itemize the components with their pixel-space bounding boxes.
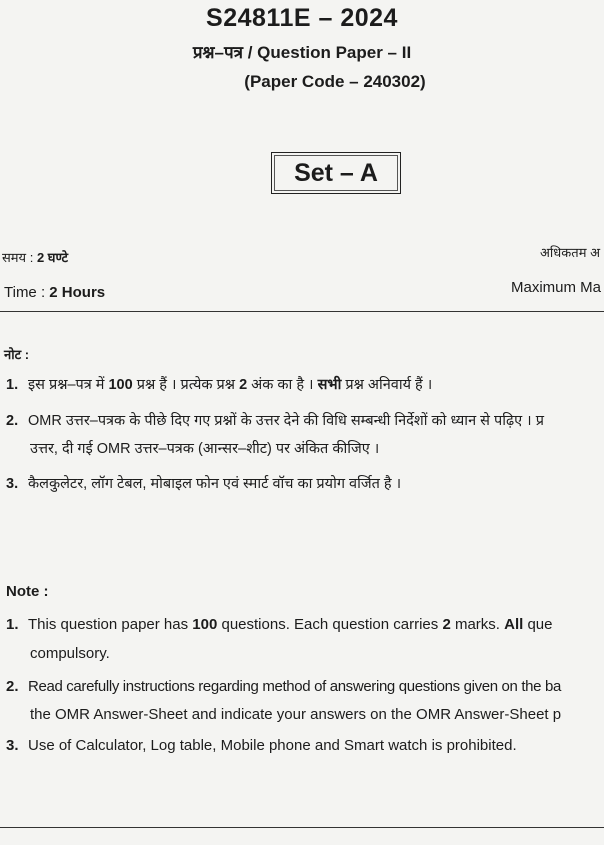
- item-text: Read carefully instructions regarding method of answering questions given on the ba: [28, 678, 561, 695]
- item-number: 2.: [6, 678, 19, 695]
- item-bold: सभी: [317, 377, 342, 393]
- item-text: marks.: [450, 616, 505, 633]
- english-note-item-1-cont: compulsory.: [30, 645, 110, 662]
- item-number: 1.: [6, 377, 19, 393]
- time-hindi-label: समय :: [2, 250, 37, 265]
- paper-code-title: S24811E – 2024: [206, 4, 398, 32]
- item-text: कैलकुलेटर, लॉग टेबल, मोबाइल फोन एवं स्मार्ट वॉच का प्रयोग वर्जित है ।: [28, 476, 402, 492]
- english-note-heading: Note :: [6, 583, 49, 600]
- english-note-item-3: [6, 737, 517, 754]
- item-text: This question paper has: [28, 616, 193, 633]
- item-text: अंक का है ।: [247, 377, 318, 393]
- item-bold: 2: [442, 616, 451, 633]
- hindi-note-heading: नोट :: [4, 347, 30, 362]
- item-text: प्रश्न अनिवार्य हैं ।: [341, 377, 433, 393]
- item-number: 3.: [6, 476, 19, 492]
- time-hindi: [2, 248, 68, 266]
- english-note-item-2-cont: the OMR Answer-Sheet and indicate your answers on the OMR Answer-Sheet p: [30, 706, 562, 723]
- item-bold: 100: [192, 616, 218, 633]
- bottom-divider: [0, 827, 604, 828]
- time-english-value: 2 Hours: [49, 284, 106, 301]
- item-bold: 2: [239, 377, 248, 393]
- paper-code-line: (Paper Code – 240302): [244, 72, 426, 91]
- set-box: Set – A: [271, 152, 401, 194]
- item-bold: All: [504, 616, 524, 633]
- hindi-note-item-3: [6, 473, 401, 493]
- item-number: 1.: [6, 616, 19, 633]
- item-number: 3.: [6, 737, 19, 754]
- question-paper-title: प्रश्न–पत्र / Question Paper – II: [192, 43, 412, 62]
- english-note-item-1: [6, 616, 553, 633]
- top-divider: [0, 311, 604, 312]
- item-text: इस प्रश्न–पत्र में: [28, 377, 109, 393]
- hindi-note-item-2-cont: उत्तर, दी गई OMR उत्तर–पत्रक (आन्सर–शीट) पर अंकित कीजिए ।: [30, 441, 380, 457]
- max-marks-hindi: अधिकतम अ: [540, 245, 601, 260]
- hindi-note-item-2: [6, 410, 544, 430]
- item-bold: 100: [108, 377, 133, 393]
- time-english: [4, 284, 105, 301]
- item-text: OMR उत्तर–पत्रक के पीछे दिए गए प्रश्नों के उत्तर देने की विधि सम्बन्धी निर्देशों को ध्यान से पढ़िए । प्र: [28, 413, 544, 429]
- item-text: प्रश्न हैं । प्रत्येक प्रश्न: [132, 377, 240, 393]
- item-number: 2.: [6, 413, 19, 429]
- item-text: questions. Each question carries: [217, 616, 443, 633]
- item-text: que: [523, 616, 553, 633]
- max-marks-english: Maximum Ma: [511, 279, 602, 296]
- item-text: Use of Calculator, Log table, Mobile phone and Smart watch is prohibited.: [28, 737, 517, 754]
- time-english-label: Time :: [4, 284, 50, 301]
- time-hindi-value: 2 घण्टे: [36, 250, 69, 265]
- hindi-note-item-1: [6, 374, 432, 394]
- english-note-item-2: [6, 678, 561, 695]
